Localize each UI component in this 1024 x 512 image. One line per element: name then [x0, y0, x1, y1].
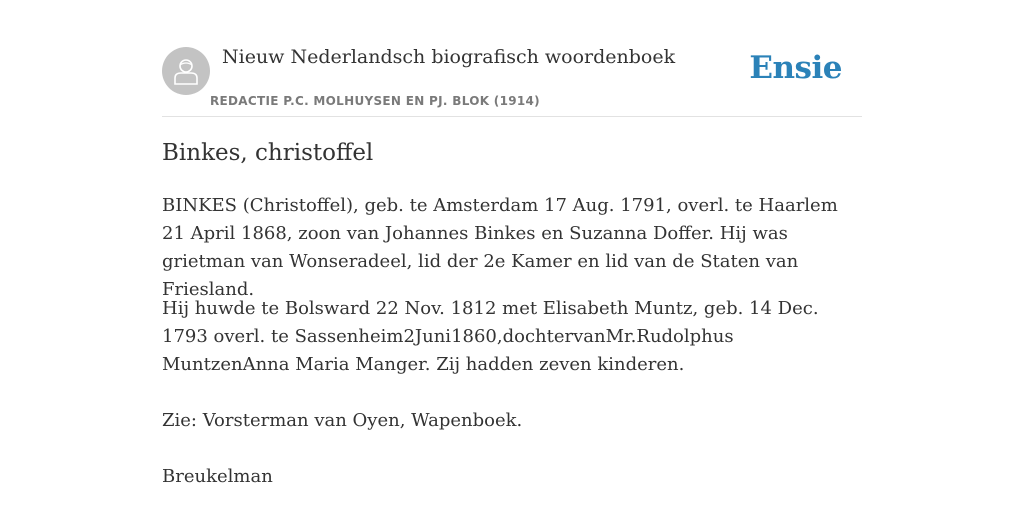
user-icon: [173, 57, 199, 85]
reference-line: Zie: Vorsterman van Oyen, Wapenboek.: [162, 410, 523, 431]
entry-title: Binkes, christoffel: [162, 140, 374, 166]
editors-credit: REDACTIE P.C. MOLHUYSEN EN PJ. BLOK (1914): [210, 94, 540, 108]
avatar[interactable]: [162, 47, 210, 95]
entry-paragraph: Hij huwde te Bolsward 22 Nov. 1812 met Elisabeth Muntz, geb. 14 Dec. 1793 overl. te Sassenheim2Juni1860,dochtervanMr.Rudolphus MuntzenAnna Maria Manger. Zij hadden zeven kinderen.: [162, 298, 819, 375]
page-header: [162, 0, 862, 117]
page-container: [162, 0, 862, 487]
ensie-logo[interactable]: Ensie: [749, 50, 842, 86]
book-title[interactable]: Nieuw Nederlandsch biografisch woordenboek: [222, 46, 676, 68]
author-name: Breukelman: [162, 466, 273, 487]
entry-paragraph: BINKES (Christoffel), geb. te Amsterdam 17 Aug. 1791, overl. te Haarlem 21 April 1868, zoon van Johannes Binkes en Suzanna Doffer. Hij was grietman van Wonseradeel, lid der 2e Kamer en lid van de Staten van Friesland.: [162, 195, 838, 300]
